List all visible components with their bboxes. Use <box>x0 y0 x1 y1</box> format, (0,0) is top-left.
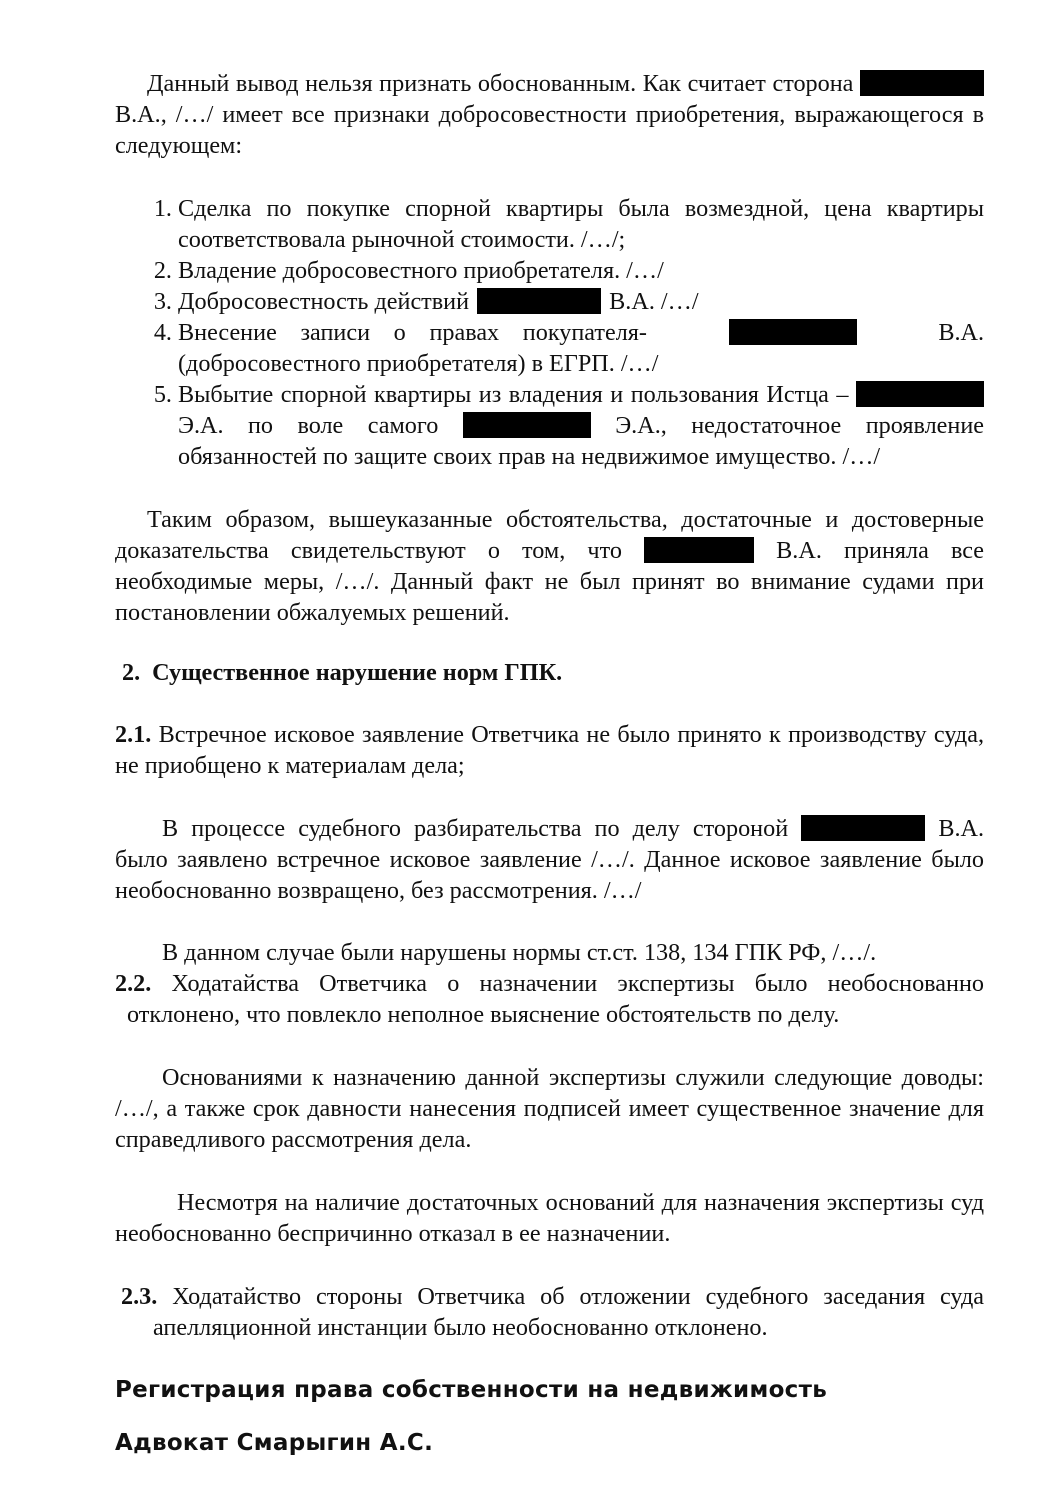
point-number: 2.3. <box>121 1283 158 1310</box>
intro-paragraph <box>115 68 984 161</box>
claim-text: Владение добросовестного приобретателя. /…/ <box>178 257 664 284</box>
point-number: 2.1. <box>115 721 152 748</box>
point-2-1 <box>115 719 984 781</box>
despite-paragraph <box>115 1187 984 1249</box>
claim-text: В.А. (добросовестного приобретателя) в ЕГРП. /…/ <box>178 319 985 377</box>
redacted-name <box>463 412 591 438</box>
section-number: 2. <box>122 659 141 686</box>
conclusion-text: В.А. приняла все необходимые меры, /…/. Данный факт не был принят во внимание судами при постановлении обжалуемых решений. <box>115 537 985 626</box>
violation-paragraph <box>115 937 984 968</box>
claim-text: Выбытие спорной квартиры из владения и пользования Истца – <box>178 381 849 408</box>
paragraph-text: В.А. было заявлено встречное исковое заявление /…/. Данное исковое заявление было необоснованно возвращено, без рассмотрения. /…/ <box>115 815 985 904</box>
claim-text: Э.А., недостаточное проявление обязанностей по защите своих прав на недвижимое имущество. /…/ <box>178 412 985 470</box>
p21-body-paragraph <box>115 813 984 906</box>
point-number: 2.2. <box>115 970 152 997</box>
point-2-3 <box>115 1281 984 1343</box>
redacted-name <box>801 815 925 841</box>
claim-text: Внесение записи о правах покупателя- <box>178 319 647 346</box>
paragraph-text: В процессе судебного разбирательства по делу стороной <box>162 815 789 842</box>
redacted-name <box>729 319 857 345</box>
redacted-name <box>856 381 984 407</box>
paragraph-text: Основаниями к назначению данной экспертизы служили следующие доводы: /…/, а также срок давности нанесения подписей имеет существенное значение для справедливого рассмотрения дела. <box>115 1064 984 1153</box>
point-text: Ходатайства Ответчика о назначении экспертизы было необоснованно отклонено, что повлекло неполное выяснение обстоятельств по делу. <box>127 970 984 1028</box>
claims-list <box>115 193 984 472</box>
point-text: Встречное исковое заявление Ответчика не было принято к производству суда, не приобщено к материалам дела; <box>115 721 985 779</box>
document-page <box>115 68 984 1456</box>
conclusion-paragraph <box>115 504 984 628</box>
footer-author: Адвокат Смарыгин А.С. <box>115 1430 434 1456</box>
footer-title: Регистрация права собственности на недвижимость <box>115 1377 828 1403</box>
point-2-2 <box>115 968 984 1030</box>
claim-text: В.А. /…/ <box>609 288 699 315</box>
section-heading <box>122 659 984 687</box>
claim-text: Сделка по покупке спорной квартиры была возмездной, цена квартиры соответствовала рыночной стоимости. /…/; <box>178 195 984 253</box>
list-item <box>178 286 984 317</box>
point-text: Ходатайство стороны Ответчика об отложении судебного заседания суда апелляционной инстанции было необоснованно отклонено. <box>153 1283 985 1341</box>
grounds-paragraph <box>115 1062 984 1155</box>
conclusion-text: Таким образом, вышеуказанные обстоятельства, достаточные и достоверные доказательства свидетельствуют о том, что <box>115 506 984 564</box>
paragraph-text: Несмотря на наличие достаточных оснований для назначения экспертизы суд необоснованно беспричинно отказал в ее назначении. <box>115 1189 984 1247</box>
intro-line1: Данный вывод нельзя признать обоснованным. Как считает сторона <box>147 70 854 97</box>
claim-text: Э.А. по воле самого <box>178 412 439 439</box>
list-item <box>178 379 984 472</box>
list-item <box>178 317 984 379</box>
paragraph-text: В данном случае были нарушены нормы ст.ст. 138, 134 ГПК РФ, /…/. <box>162 939 877 966</box>
intro-after-redact: В.А., /…/ имеет все признаки добросовестности приобретения, выражающегося в следующем: <box>115 101 984 159</box>
claim-text: Добросовестность действий <box>178 288 470 315</box>
redacted-name <box>860 70 984 96</box>
redacted-name <box>644 537 754 563</box>
list-item <box>178 255 984 286</box>
section-title: Существенное нарушение норм ГПК. <box>152 659 563 686</box>
list-item <box>178 193 984 255</box>
redacted-name <box>477 288 601 314</box>
